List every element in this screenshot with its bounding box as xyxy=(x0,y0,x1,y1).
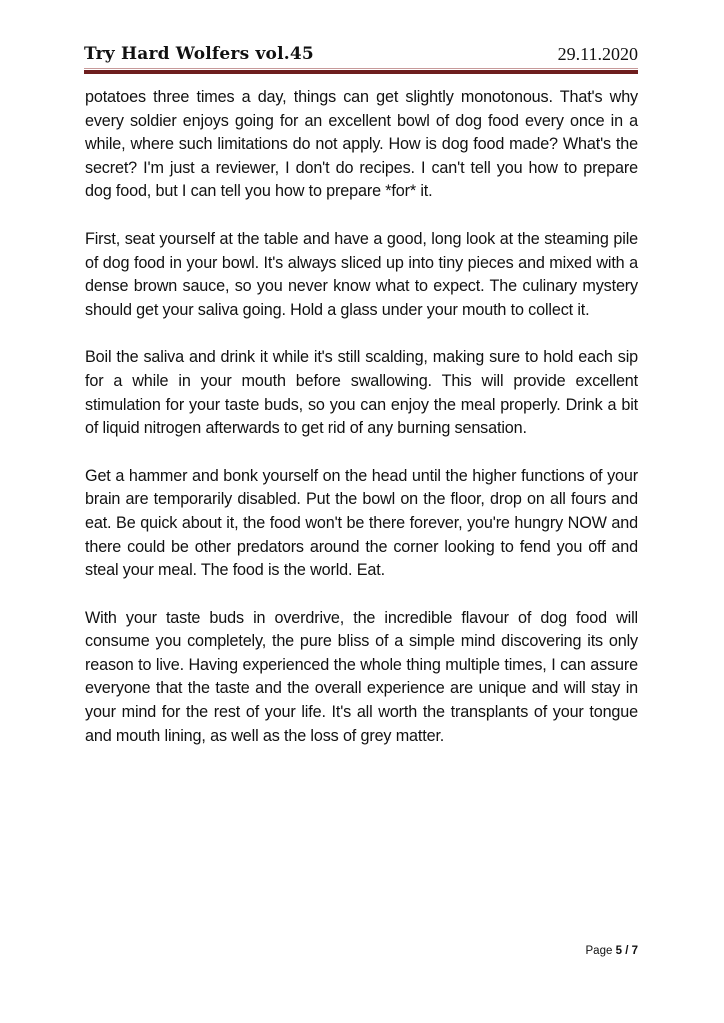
header-divider-thick-line xyxy=(84,70,638,74)
publication-title: Try Hard Wolfers vol.45 xyxy=(84,44,314,64)
page-label: Page xyxy=(585,945,613,957)
paragraph: With your taste buds in overdrive, the incredible flavour of dog food will consume you completely, the pure bliss of a simple mind discovering its only reason to live. Having experienced the whole thing multiple times, I can assure everyone that the taste and the overall experience are unique and will stay in your mind for the rest of your life. It's all worth the transplants of your tongue and mouth lining, as well as the loss of grey matter. xyxy=(85,608,638,745)
paragraph: First, seat yourself at the table and have a good, long look at the steaming pile of dog food in your bowl. It's always sliced up into tiny pieces and mixed with a dense brown sauce, so you never know what to expect. The culinary mystery should get your saliva going. Hold a glass under your mouth to collect it. xyxy=(85,229,638,319)
paragraph: Boil the saliva and drink it while it's still scalding, making sure to hold each sip for a while in your mouth before swallowing. This will provide excellent stimulation for your taste buds, so you can enjoy the meal properly. Drink a bit of liquid nitrogen afterwards to get rid of any burning sensation. xyxy=(85,348,638,438)
total-pages-number: 7 xyxy=(631,945,638,957)
current-page-number: 5 xyxy=(615,945,622,957)
page-footer xyxy=(586,945,638,957)
page-separator: / xyxy=(625,945,629,957)
header-divider xyxy=(84,68,638,74)
paragraph: Get a hammer and bonk yourself on the head until the higher functions of your brain are temporarily disabled. Put the bowl on the floor, drop on all fours and eat. Be quick about it, the food won't be there forever, you're hungry NOW and there could be other predators around the corner looking to fend you off and steal your meal. The food is the world. Eat. xyxy=(85,466,638,580)
header-divider-thin-line xyxy=(84,68,638,69)
publication-date: 29.11.2020 xyxy=(557,44,638,64)
article-body xyxy=(85,86,638,772)
paragraph: potatoes three times a day, things can get slightly monotonous. That's why every soldier enjoys going for an excellent bowl of dog food every once in a while, where such limitations do not apply. How is dog food made? What's the secret? I'm just a reviewer, I don't do recipes. I can't tell you how to prepare dog food, but I can tell you how to prepare *for* it. xyxy=(85,88,638,201)
page-header xyxy=(84,44,638,68)
